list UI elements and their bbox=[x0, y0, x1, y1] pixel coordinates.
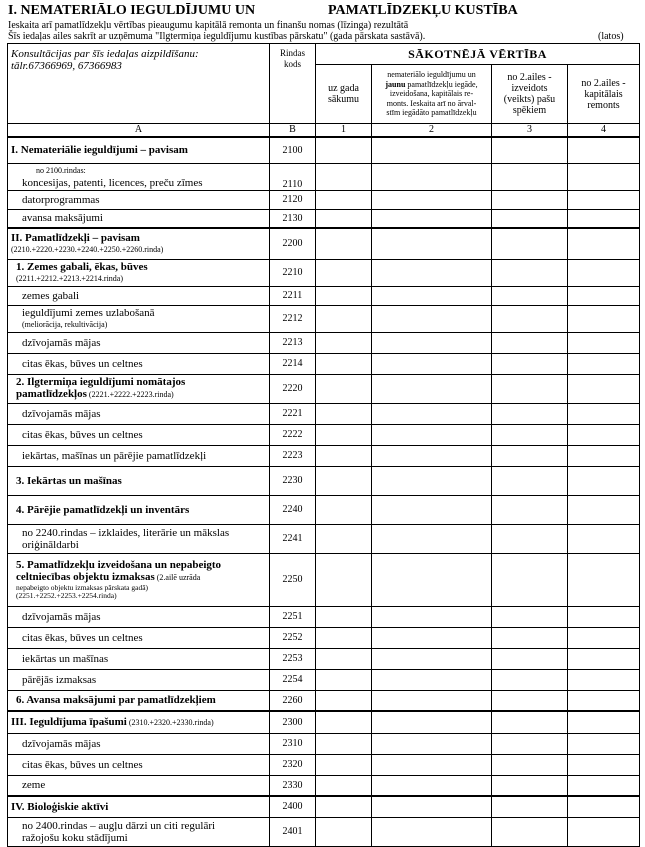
row-label: citas ēkas, būves un celtnes bbox=[8, 353, 270, 374]
table-row bbox=[8, 424, 640, 445]
row-code: 2253 bbox=[270, 648, 316, 669]
row-code: 2100 bbox=[270, 137, 316, 163]
row-label: avansa maksājumi bbox=[8, 209, 270, 228]
table-row bbox=[8, 332, 640, 353]
input-cell[interactable] bbox=[492, 374, 568, 403]
input-cell[interactable] bbox=[372, 796, 492, 817]
input-cell[interactable] bbox=[316, 711, 372, 733]
table-row bbox=[8, 228, 640, 259]
input-cell[interactable] bbox=[316, 445, 372, 466]
input-cell[interactable] bbox=[372, 775, 492, 796]
row-code: 2260 bbox=[270, 690, 316, 711]
row-label: 3. Iekārtas un mašīnas bbox=[8, 466, 270, 495]
row-label: ieguldījumi zemes uzlabošanā (meliorācija, rekultivācija) bbox=[8, 305, 270, 332]
input-cell[interactable] bbox=[372, 445, 492, 466]
subtitle-line-1: Ieskaita arī pamatlīdzekļu vērtības pieaugumu kapitālā remonta un finanšu nomas (līzinga) rezultātā bbox=[8, 20, 409, 31]
table-row bbox=[8, 137, 640, 163]
row-code: 2223 bbox=[270, 445, 316, 466]
row-code: 2310 bbox=[270, 733, 316, 754]
table-row bbox=[8, 627, 640, 648]
input-cell[interactable] bbox=[568, 305, 640, 332]
input-cell[interactable] bbox=[492, 648, 568, 669]
input-cell[interactable] bbox=[568, 690, 640, 711]
input-cell[interactable] bbox=[492, 669, 568, 690]
row-label: dzīvojamās mājas bbox=[8, 403, 270, 424]
input-cell[interactable] bbox=[372, 466, 492, 495]
input-cell[interactable] bbox=[568, 445, 640, 466]
input-cell[interactable] bbox=[568, 754, 640, 775]
row-label: II. Pamatlīdzekļi – pavisam (2210.+2220.+2230.+2240.+2250.+2260.rinda) bbox=[8, 228, 270, 259]
row-code: 2320 bbox=[270, 754, 316, 775]
row-code: 2130 bbox=[270, 209, 316, 228]
input-cell[interactable] bbox=[568, 424, 640, 445]
input-cell[interactable] bbox=[492, 445, 568, 466]
row-code: 2110 bbox=[270, 163, 316, 190]
input-cell[interactable] bbox=[372, 669, 492, 690]
row-label: citas ēkas, būves un celtnes bbox=[8, 627, 270, 648]
input-cell[interactable] bbox=[492, 711, 568, 733]
input-cell[interactable] bbox=[316, 495, 372, 524]
input-cell[interactable] bbox=[372, 137, 492, 163]
table-row bbox=[8, 259, 640, 286]
input-cell[interactable] bbox=[316, 163, 372, 190]
input-cell[interactable] bbox=[316, 466, 372, 495]
row-label: dzīvojamās mājas bbox=[8, 733, 270, 754]
input-cell[interactable] bbox=[492, 353, 568, 374]
col1-header: uz gada sākumu bbox=[316, 65, 372, 124]
input-cell[interactable] bbox=[372, 163, 492, 190]
input-cell[interactable] bbox=[316, 403, 372, 424]
row-code: 2222 bbox=[270, 424, 316, 445]
consultation-info: Konsultācijas par šīs iedaļas aizpildīšanu: tālr.67366969, 67366983 bbox=[8, 44, 270, 124]
input-cell[interactable] bbox=[492, 137, 568, 163]
input-cell[interactable] bbox=[316, 648, 372, 669]
input-cell[interactable] bbox=[568, 733, 640, 754]
table-row bbox=[8, 305, 640, 332]
input-cell[interactable] bbox=[316, 627, 372, 648]
row-label: no 2400.rindas – augļu dārzi un citi regulāri ražojošu koku stādījumi bbox=[8, 817, 270, 846]
input-cell[interactable] bbox=[316, 190, 372, 209]
input-cell[interactable] bbox=[568, 775, 640, 796]
input-cell[interactable] bbox=[568, 374, 640, 403]
table-row bbox=[8, 286, 640, 305]
input-cell[interactable] bbox=[372, 690, 492, 711]
row-code: 2400 bbox=[270, 796, 316, 817]
input-cell[interactable] bbox=[316, 553, 372, 606]
input-cell[interactable] bbox=[372, 606, 492, 627]
table-row bbox=[8, 403, 640, 424]
table-row bbox=[8, 606, 640, 627]
input-cell[interactable] bbox=[372, 711, 492, 733]
row-label: citas ēkas, būves un celtnes bbox=[8, 754, 270, 775]
input-cell[interactable] bbox=[568, 228, 640, 259]
row-label: IV. Bioloģiskie aktīvi bbox=[8, 796, 270, 817]
input-cell[interactable] bbox=[372, 495, 492, 524]
row-code: 2221 bbox=[270, 403, 316, 424]
input-cell[interactable] bbox=[316, 524, 372, 553]
row-label: 6. Avansa maksājumi par pamatlīdzekļiem bbox=[8, 690, 270, 711]
input-cell[interactable] bbox=[492, 627, 568, 648]
row-label: datorprogrammas bbox=[8, 190, 270, 209]
input-cell[interactable] bbox=[492, 817, 568, 846]
input-cell[interactable] bbox=[492, 190, 568, 209]
table-row bbox=[8, 163, 640, 190]
table-row bbox=[8, 669, 640, 690]
row-code: 2200 bbox=[270, 228, 316, 259]
table-row bbox=[8, 754, 640, 775]
input-cell[interactable] bbox=[568, 553, 640, 606]
input-cell[interactable] bbox=[492, 209, 568, 228]
input-cell[interactable] bbox=[568, 796, 640, 817]
input-cell[interactable] bbox=[568, 817, 640, 846]
row-label: iekārtas un mašīnas bbox=[8, 648, 270, 669]
input-cell[interactable] bbox=[372, 190, 492, 209]
row-code: 2254 bbox=[270, 669, 316, 690]
input-cell[interactable] bbox=[316, 137, 372, 163]
input-cell[interactable] bbox=[492, 228, 568, 259]
input-cell[interactable] bbox=[316, 733, 372, 754]
row-label: I. Nemateriālie ieguldījumi – pavisam bbox=[8, 137, 270, 163]
row-code: 2251 bbox=[270, 606, 316, 627]
input-cell[interactable] bbox=[316, 424, 372, 445]
table-row bbox=[8, 374, 640, 403]
input-cell[interactable] bbox=[316, 669, 372, 690]
row-label: citas ēkas, būves un celtnes bbox=[8, 424, 270, 445]
row-code: 2250 bbox=[270, 553, 316, 606]
input-cell[interactable] bbox=[568, 495, 640, 524]
input-cell[interactable] bbox=[492, 775, 568, 796]
input-cell[interactable] bbox=[372, 553, 492, 606]
input-cell[interactable] bbox=[568, 648, 640, 669]
table-row bbox=[8, 690, 640, 711]
input-cell[interactable] bbox=[568, 286, 640, 305]
input-cell[interactable] bbox=[492, 733, 568, 754]
input-cell[interactable] bbox=[492, 259, 568, 286]
row-label: 5. Pamatlīdzekļu izveidošana un nepabeigto celtniecības objektu izmaksas (2.ailē uzrāda nepabeigto objektu izmaksas pārskata gadā) (2251.+2252.+2253.+2254.rinda) bbox=[8, 553, 270, 606]
input-cell[interactable] bbox=[492, 424, 568, 445]
input-cell[interactable] bbox=[316, 332, 372, 353]
row-label: III. Ieguldījuma īpašumi (2310.+2320.+2330.rinda) bbox=[8, 711, 270, 733]
table-row bbox=[8, 648, 640, 669]
input-cell[interactable] bbox=[372, 627, 492, 648]
row-code: 2210 bbox=[270, 259, 316, 286]
table-row bbox=[8, 553, 640, 606]
input-cell[interactable] bbox=[372, 733, 492, 754]
row-label: zemes gabali bbox=[8, 286, 270, 305]
input-cell[interactable] bbox=[372, 228, 492, 259]
row-code: 2401 bbox=[270, 817, 316, 846]
row-code: 2214 bbox=[270, 353, 316, 374]
input-cell[interactable] bbox=[568, 669, 640, 690]
input-cell[interactable] bbox=[492, 690, 568, 711]
initial-value-group-header: SĀKOTNĒJĀ VĒRTĪBA bbox=[316, 44, 640, 65]
input-cell[interactable] bbox=[492, 466, 568, 495]
input-cell[interactable] bbox=[492, 163, 568, 190]
input-cell[interactable] bbox=[492, 495, 568, 524]
input-cell[interactable] bbox=[568, 711, 640, 733]
col4-header: no 2.ailes - kapitālais remonts bbox=[568, 65, 640, 124]
form-title-left: I. NEMATERIĀLO IEGULDĪJUMU UN bbox=[8, 3, 256, 18]
currency-label: (latos) bbox=[598, 31, 624, 42]
input-cell[interactable] bbox=[568, 332, 640, 353]
row-label: no 2240.rindas – izklaides, literārie un mākslas oriģināldarbi bbox=[8, 524, 270, 553]
input-cell[interactable] bbox=[492, 553, 568, 606]
input-cell[interactable] bbox=[568, 190, 640, 209]
input-cell[interactable] bbox=[316, 606, 372, 627]
input-cell[interactable] bbox=[568, 606, 640, 627]
input-cell[interactable] bbox=[492, 796, 568, 817]
input-cell[interactable] bbox=[492, 286, 568, 305]
col3-header: no 2.ailes - izveidots (veikts) pašu spēkiem bbox=[492, 65, 568, 124]
column-letters-row: A B 1 2 3 4 bbox=[8, 124, 640, 138]
row-label: 1. Zemes gabali, ēkas, būves (2211.+2212.+2213.+2214.rinda) bbox=[8, 259, 270, 286]
row-code: 2241 bbox=[270, 524, 316, 553]
row-label: iekārtas, mašīnas un pārējie pamatlīdzekļi bbox=[8, 445, 270, 466]
row-code: 2330 bbox=[270, 775, 316, 796]
table-row bbox=[8, 495, 640, 524]
table-row bbox=[8, 190, 640, 209]
input-cell[interactable] bbox=[492, 606, 568, 627]
input-cell[interactable] bbox=[372, 305, 492, 332]
input-cell[interactable] bbox=[492, 524, 568, 553]
row-code: 2212 bbox=[270, 305, 316, 332]
table-row bbox=[8, 796, 640, 817]
form-title-right: PAMATLĪDZEKĻU KUSTĪBA bbox=[328, 3, 518, 18]
input-cell[interactable] bbox=[372, 286, 492, 305]
input-cell[interactable] bbox=[372, 374, 492, 403]
input-cell[interactable] bbox=[372, 259, 492, 286]
input-cell[interactable] bbox=[316, 817, 372, 846]
table-row bbox=[8, 353, 640, 374]
input-cell[interactable] bbox=[316, 286, 372, 305]
input-cell[interactable] bbox=[316, 209, 372, 228]
row-label: pārējās izmaksas bbox=[8, 669, 270, 690]
input-cell[interactable] bbox=[316, 353, 372, 374]
input-cell[interactable] bbox=[372, 403, 492, 424]
row-label: dzīvojamās mājas bbox=[8, 606, 270, 627]
input-cell[interactable] bbox=[372, 332, 492, 353]
input-cell[interactable] bbox=[568, 353, 640, 374]
row-label: 2. Ilgtermiņa ieguldījumi nomātajos pamatlīdzekļos (2221.+2222.+2223.rinda) bbox=[8, 374, 270, 403]
table-row bbox=[8, 209, 640, 228]
input-cell[interactable] bbox=[316, 305, 372, 332]
input-cell[interactable] bbox=[316, 775, 372, 796]
row-label: zeme bbox=[8, 775, 270, 796]
table-row bbox=[8, 733, 640, 754]
input-cell[interactable] bbox=[492, 403, 568, 424]
row-code: 2120 bbox=[270, 190, 316, 209]
input-cell[interactable] bbox=[568, 627, 640, 648]
row-code: 2220 bbox=[270, 374, 316, 403]
input-cell[interactable] bbox=[568, 466, 640, 495]
row-label: dzīvojamās mājas bbox=[8, 332, 270, 353]
row-code: 2230 bbox=[270, 466, 316, 495]
input-cell[interactable] bbox=[316, 259, 372, 286]
input-cell[interactable] bbox=[316, 374, 372, 403]
table-row bbox=[8, 524, 640, 553]
input-cell[interactable] bbox=[316, 796, 372, 817]
subtitle-line-2: Šīs iedaļas ailes sakrīt ar uzņēmuma "Ilgtermiņa ieguldījumu kustības pārskatu" (gada pārskata sastāvā). bbox=[8, 31, 426, 42]
input-cell[interactable] bbox=[372, 524, 492, 553]
table-row bbox=[8, 466, 640, 495]
fixed-assets-table bbox=[7, 43, 640, 847]
input-cell[interactable] bbox=[372, 817, 492, 846]
table-row bbox=[8, 711, 640, 733]
input-cell[interactable] bbox=[372, 648, 492, 669]
input-cell[interactable] bbox=[568, 209, 640, 228]
input-cell[interactable] bbox=[492, 332, 568, 353]
input-cell[interactable] bbox=[568, 163, 640, 190]
input-cell[interactable] bbox=[372, 424, 492, 445]
input-cell[interactable] bbox=[568, 259, 640, 286]
input-cell[interactable] bbox=[316, 228, 372, 259]
table-row bbox=[8, 445, 640, 466]
row-label: no 2100.rindas: koncesijas, patenti, licences, preču zīmes bbox=[8, 163, 270, 190]
col2-header: nemateriālo ieguldījumu un jaunu pamatlīdzekļu iegāde, izveidošana, kapitālais re- monts. Ieskaita arī no ārval- stīm iegādāto pamatlīdzekļu bbox=[372, 65, 492, 124]
input-cell[interactable] bbox=[492, 754, 568, 775]
input-cell[interactable] bbox=[372, 754, 492, 775]
input-cell[interactable] bbox=[568, 524, 640, 553]
row-code-header: Rindas kods bbox=[270, 44, 316, 124]
row-label: 4. Pārējie pamatlīdzekļi un inventārs bbox=[8, 495, 270, 524]
row-code: 2213 bbox=[270, 332, 316, 353]
table-row bbox=[8, 817, 640, 846]
row-code: 2252 bbox=[270, 627, 316, 648]
row-code: 2240 bbox=[270, 495, 316, 524]
row-code: 2211 bbox=[270, 286, 316, 305]
input-cell[interactable] bbox=[492, 305, 568, 332]
input-cell[interactable] bbox=[568, 403, 640, 424]
row-code: 2300 bbox=[270, 711, 316, 733]
input-cell[interactable] bbox=[372, 353, 492, 374]
input-cell[interactable] bbox=[372, 209, 492, 228]
input-cell[interactable] bbox=[568, 137, 640, 163]
input-cell[interactable] bbox=[316, 754, 372, 775]
table-row bbox=[8, 775, 640, 796]
input-cell[interactable] bbox=[316, 690, 372, 711]
